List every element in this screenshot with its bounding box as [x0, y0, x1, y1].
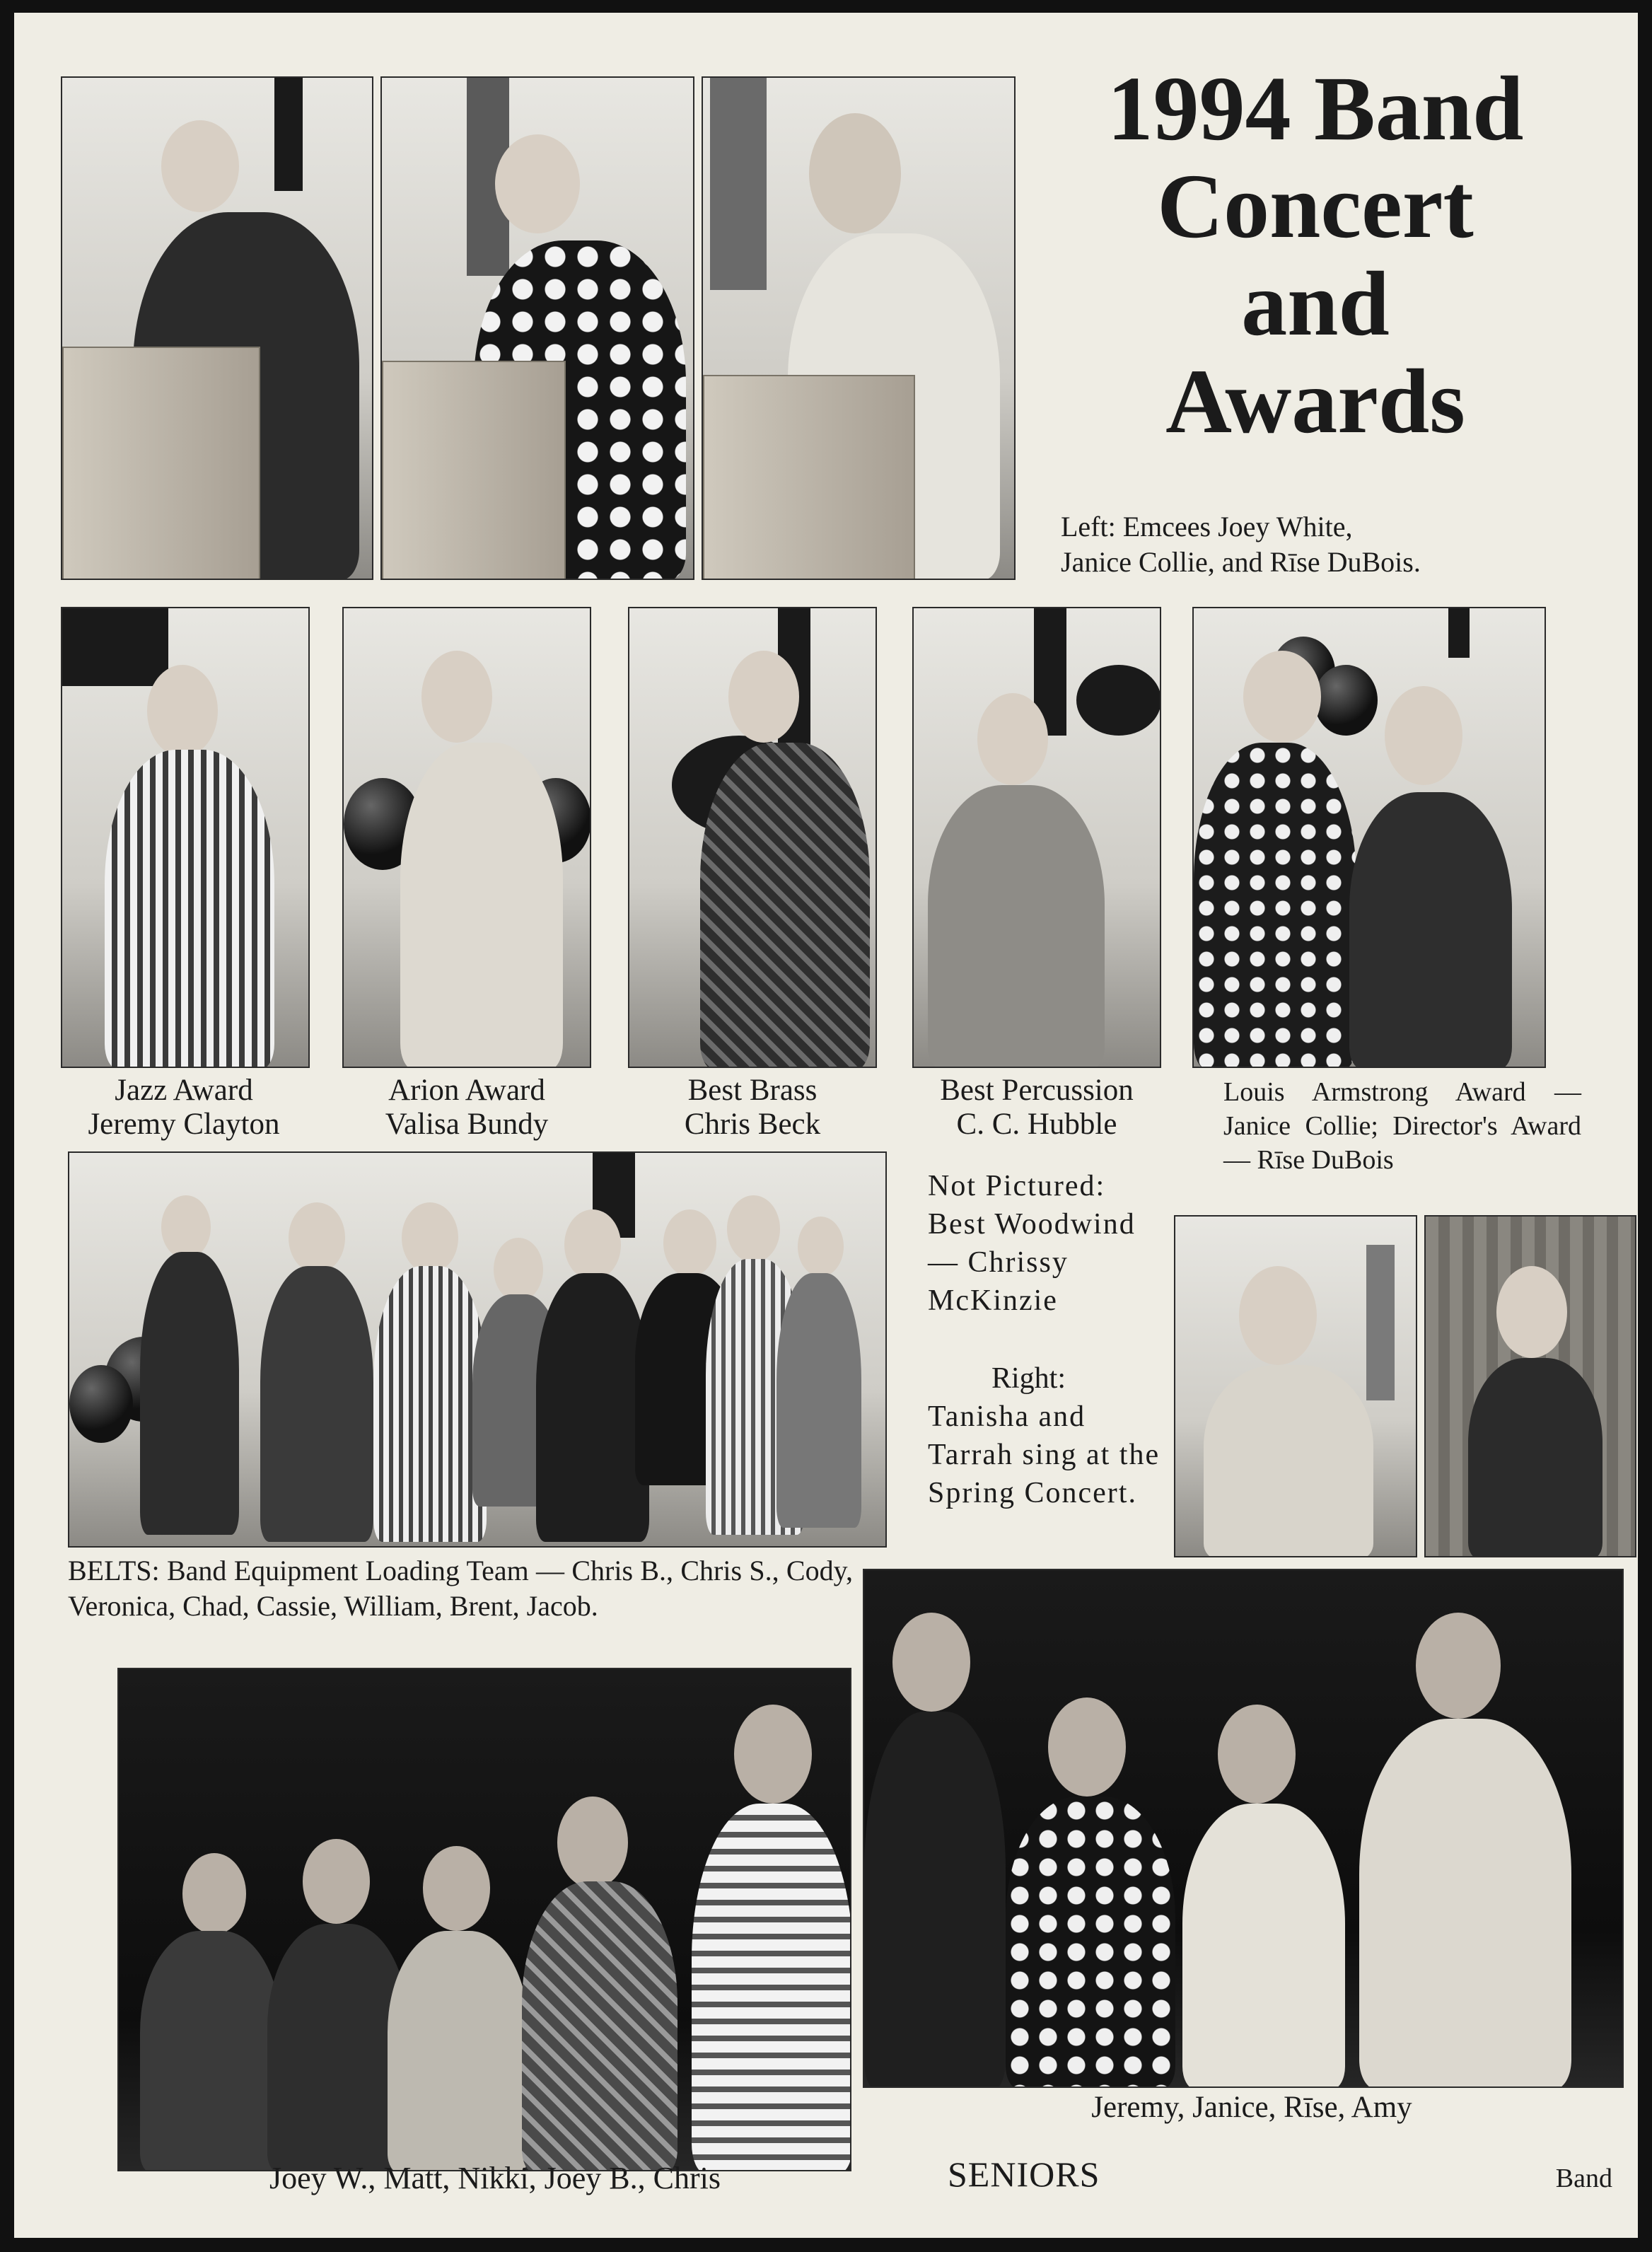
page-title-line-4: Awards — [1165, 351, 1465, 453]
podium — [703, 375, 915, 580]
person-head — [809, 113, 901, 233]
person-figure — [1182, 1804, 1345, 2088]
person-head — [494, 1238, 543, 1301]
person-head — [303, 1839, 370, 1924]
music-note-decoration — [1448, 608, 1470, 658]
person-head — [977, 693, 1048, 785]
person-figure — [928, 785, 1105, 1068]
person-head — [423, 1846, 490, 1931]
caption-jazz-award-name: Jeremy Clayton — [88, 1108, 280, 1141]
person-head — [727, 1195, 780, 1263]
person-figure — [776, 1273, 861, 1528]
person-head — [728, 651, 799, 743]
caption-armstrong-directors-award: Louis Armstrong Award — Janice Collie; Director's Award — Rīse DuBois — [1223, 1077, 1581, 1175]
music-note-decoration — [274, 78, 303, 191]
flag-decoration — [710, 78, 767, 290]
caption-best-brass-title: Best Brass — [687, 1074, 818, 1107]
footer-section-label: SENIORS — [948, 2154, 1100, 2194]
photo-armstrong-directors-award — [1192, 607, 1546, 1068]
person-figure — [1194, 743, 1356, 1068]
photo-emcee-joey-white — [61, 76, 373, 580]
person-figure — [1006, 1797, 1175, 2088]
person-head — [289, 1202, 345, 1273]
photo-emcee-janice-collie — [380, 76, 694, 580]
caption-emcees-line-2: Janice Collie, and Rīse DuBois. — [1061, 546, 1421, 578]
person-figure — [140, 1252, 239, 1535]
photo-best-brass — [628, 607, 877, 1068]
photo-seniors-left — [117, 1668, 851, 2171]
person-head — [557, 1797, 628, 1888]
person-head — [1416, 1613, 1501, 1719]
footer-page-label: Band — [1555, 2164, 1612, 2193]
person-figure — [140, 1931, 281, 2171]
person-figure — [522, 1881, 677, 2171]
person-head — [798, 1217, 844, 1277]
page-title-line-2: Concert — [1157, 156, 1474, 257]
photo-belts-team — [68, 1151, 887, 1548]
person-figure — [700, 743, 870, 1068]
caption-right-label: Right: — [991, 1362, 1066, 1395]
photo-arion-award — [342, 607, 591, 1068]
caption-seniors-right: Jeremy, Janice, Rīse, Amy — [1091, 2091, 1412, 2124]
podium — [62, 347, 260, 580]
photo-tanisha-singing — [1174, 1215, 1417, 1557]
person-head — [1243, 651, 1321, 743]
person-head — [1385, 686, 1462, 785]
person-figure — [692, 1804, 851, 2171]
photo-emcee-rise-dubois — [702, 76, 1016, 580]
page-title-line-3: and — [1241, 253, 1390, 355]
person-head — [734, 1705, 812, 1804]
person-figure — [373, 1266, 487, 1542]
person-head — [663, 1209, 716, 1277]
person-head — [892, 1613, 970, 1712]
person-figure — [105, 750, 274, 1068]
photo-tarrah-singing — [1424, 1215, 1636, 1557]
person-figure — [1349, 792, 1512, 1068]
music-note-decoration — [1076, 665, 1161, 736]
person-figure — [400, 743, 563, 1068]
caption-arion-award-name: Valisa Bundy — [385, 1108, 549, 1141]
caption-best-percussion-name: C. C. Hubble — [956, 1108, 1117, 1141]
page-title-line-1: 1994 Band — [1107, 58, 1524, 160]
person-head — [421, 651, 492, 743]
music-note-decoration — [62, 608, 168, 686]
person-head — [1218, 1705, 1296, 1804]
balloon — [69, 1365, 133, 1443]
person-head — [161, 120, 239, 212]
person-head — [147, 665, 218, 757]
person-figure — [1359, 1719, 1571, 2088]
person-head — [495, 134, 580, 233]
balloon — [1314, 665, 1378, 736]
person-head — [402, 1202, 458, 1273]
photo-jazz-award — [61, 607, 310, 1068]
yearbook-page — [14, 13, 1638, 2238]
podium — [382, 361, 566, 580]
photo-seniors-right — [863, 1569, 1624, 2088]
caption-not-pictured: Not Pictured: Best Woodwind — Chrissy McKinzie — [928, 1170, 1136, 1317]
person-figure — [864, 1712, 1006, 2088]
person-head — [564, 1209, 621, 1280]
person-head — [1496, 1266, 1567, 1358]
caption-best-brass-name: Chris Beck — [684, 1108, 821, 1141]
person-figure — [536, 1273, 649, 1542]
person-head — [1239, 1266, 1317, 1365]
caption-seniors-left: Joey W., Matt, Nikki, Joey B., Chris — [269, 2161, 721, 2195]
caption-best-percussion-title: Best Percussion — [940, 1074, 1134, 1107]
person-figure — [1204, 1365, 1373, 1557]
person-figure — [388, 1931, 529, 2171]
caption-belts-team: BELTS: Band Equipment Loading Team — Chris B., Chris S., Cody, Veronica, Chad, Cassie, William, Brent, Jacob. — [68, 1555, 853, 1622]
photo-best-percussion — [912, 607, 1161, 1068]
caption-emcees-line-1: Left: Emcees Joey White, — [1061, 511, 1353, 542]
person-figure — [260, 1266, 373, 1542]
person-head — [161, 1195, 211, 1259]
caption-arion-award-title: Arion Award — [388, 1074, 545, 1107]
caption-right-singers: Tanisha and Tarrah sing at the Spring Concert. — [928, 1400, 1161, 1509]
person-head — [182, 1853, 246, 1934]
caption-jazz-award-title: Jazz Award — [115, 1074, 253, 1107]
person-figure — [1468, 1358, 1602, 1557]
flag-decoration — [1366, 1245, 1395, 1400]
person-head — [1048, 1697, 1126, 1797]
